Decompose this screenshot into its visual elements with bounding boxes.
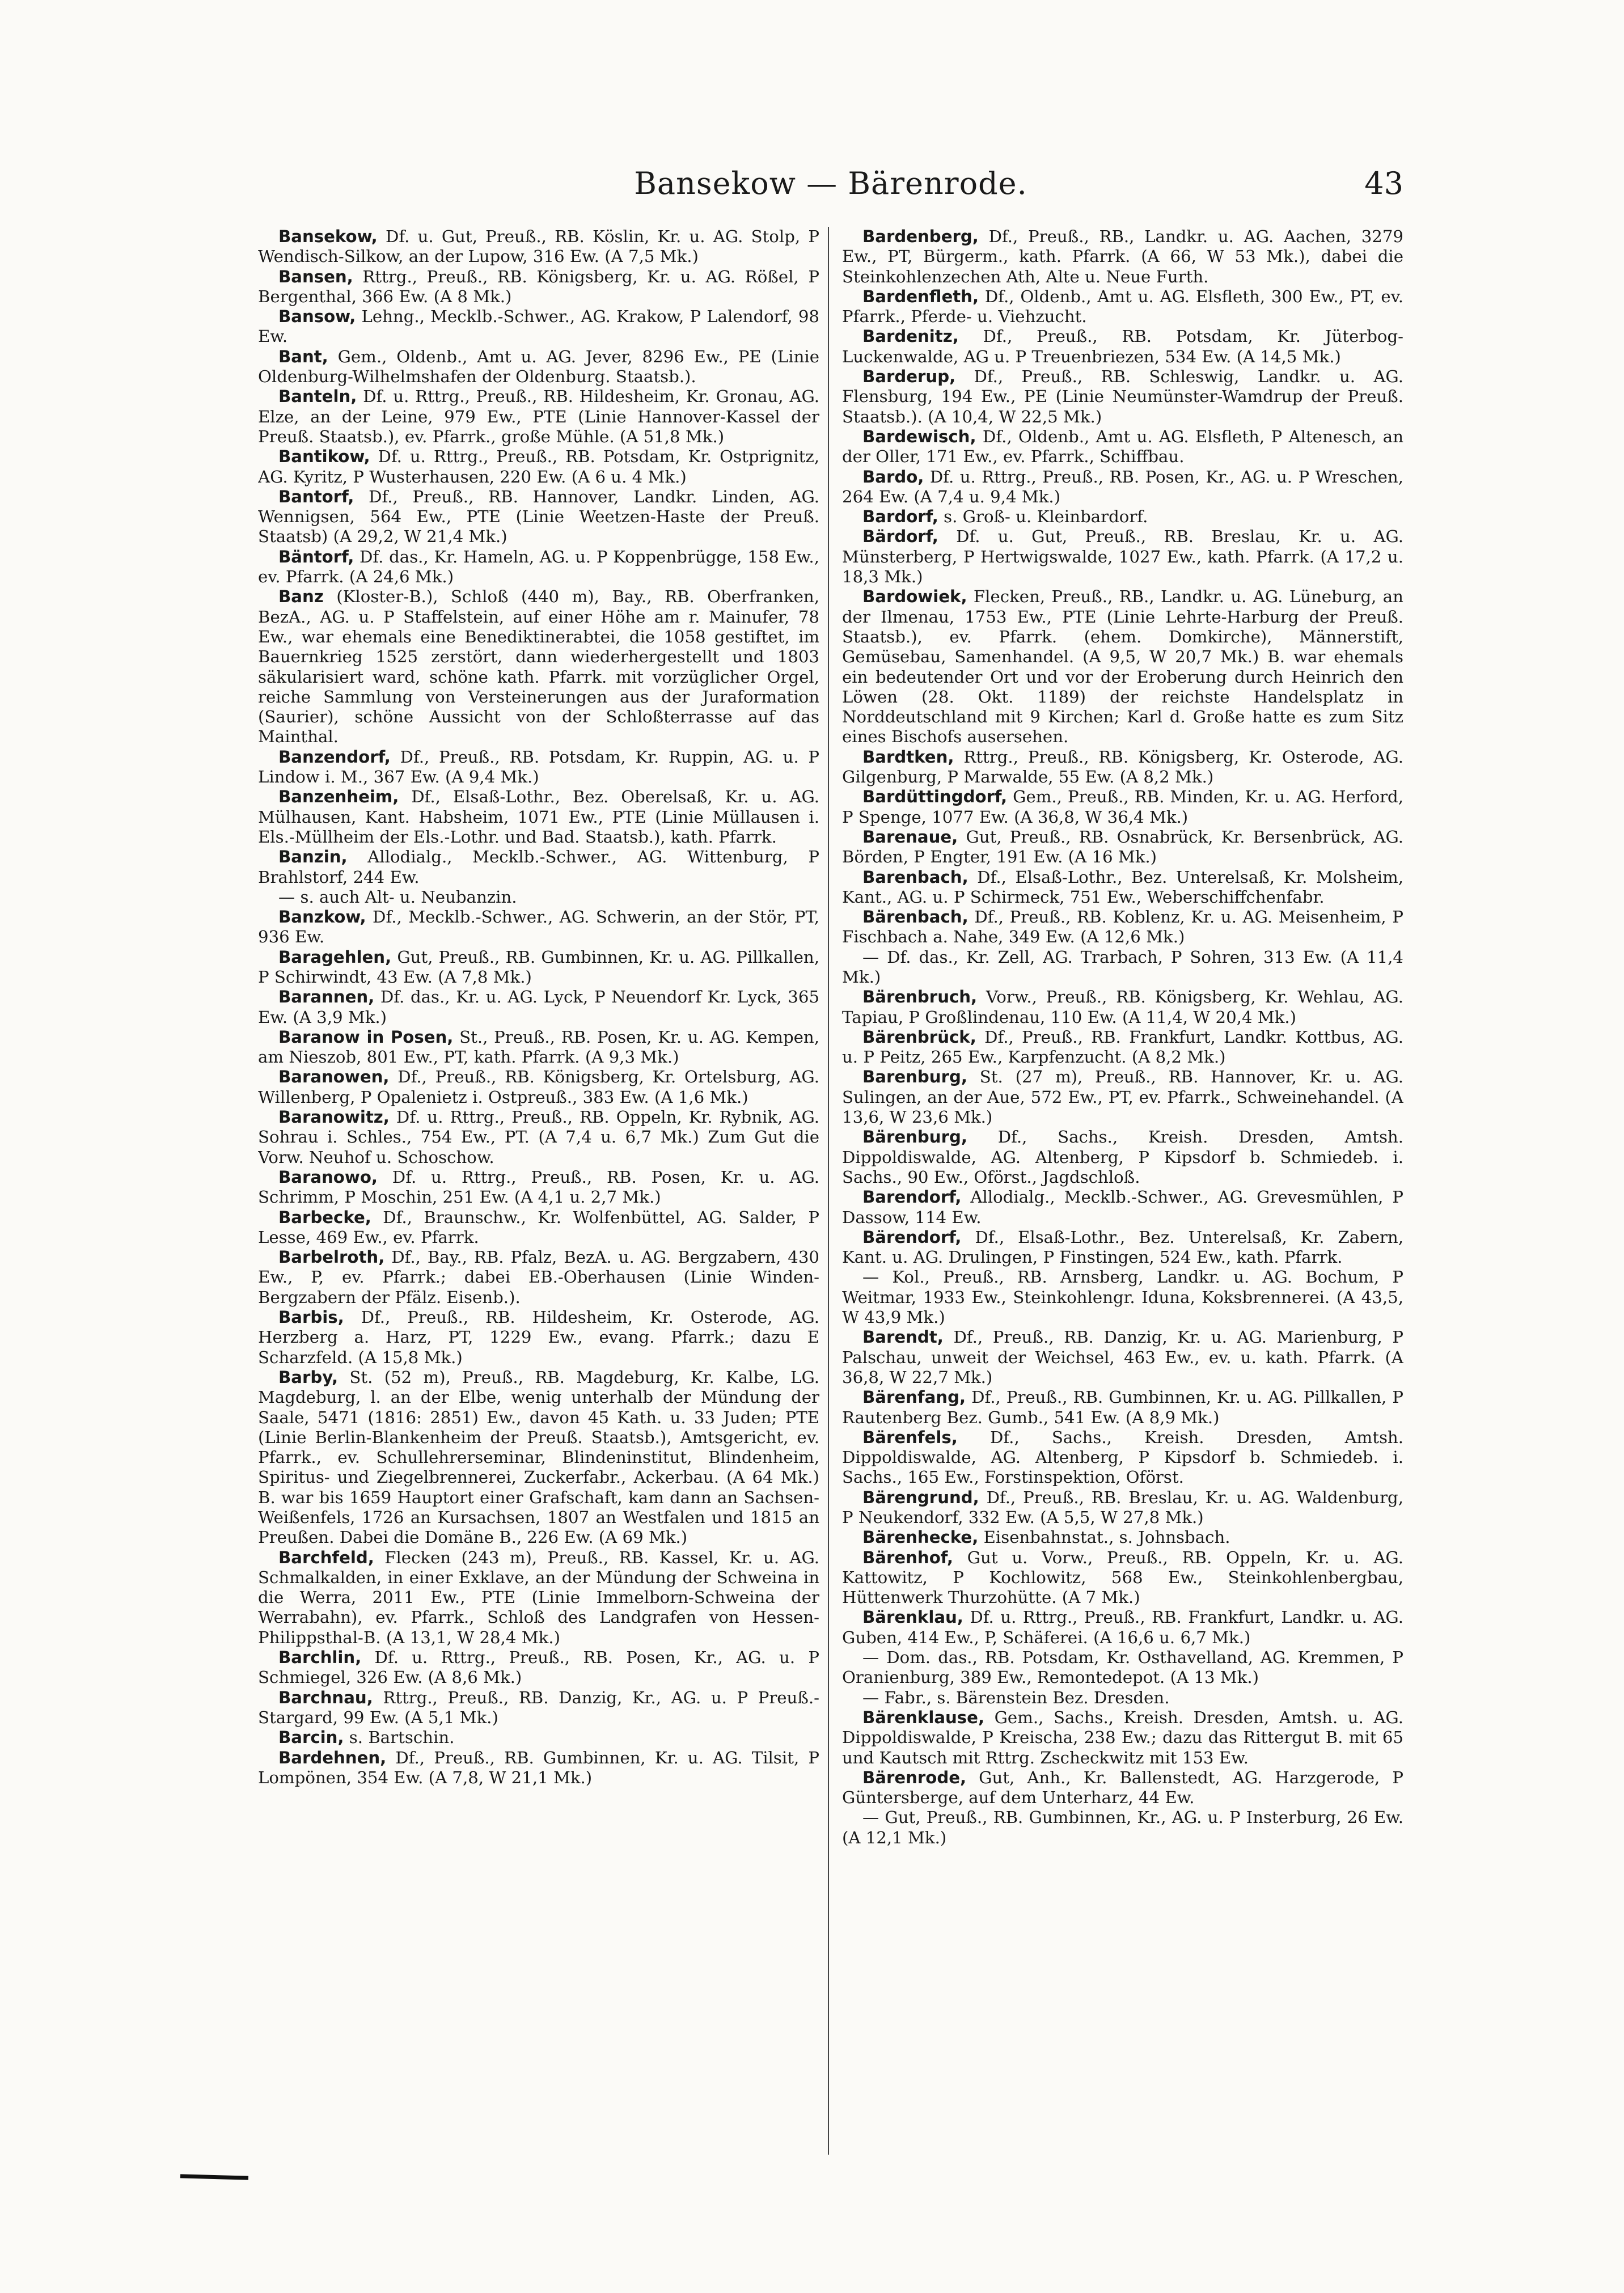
- gazetteer-entry: [842, 987, 1403, 1027]
- entry-text: Df. das., Kr. Hameln, AG. u. P Koppenbrügge, 158 Ew., ev. Pfarrk. (A 24,6 Mk.): [258, 547, 819, 587]
- entry-text: Df. u. Gut, Preuß., RB. Köslin, Kr. u. AG. Stolp, P Wendisch-Silkow, an der Lupow, 316 Ew. (A 7,5 Mk.): [258, 227, 819, 266]
- column-divider: [828, 227, 829, 2155]
- right-column: [842, 227, 1403, 2155]
- entry-text: Df. u. Rttrg., Preuß., RB. Posen, Kr. u. AG. Schrimm, P Moschin, 251 Ew. (A 4,1 u. 2,7 Mk.): [258, 1167, 819, 1207]
- gazetteer-entry: [258, 547, 819, 587]
- gazetteer-entry: [258, 1748, 819, 1788]
- entry-text: — Dom. das., RB. Potsdam, Kr. Osthavelland, AG. Kremmen, P Oranienburg, 389 Ew., Remontedepot. (A 13 Mk.): [842, 1648, 1403, 1687]
- entry-headword: Barendt,: [862, 1327, 944, 1347]
- gazetteer-entry: [842, 227, 1403, 287]
- entry-text: Gem., Sachs., Kreish. Dresden, Amtsh. u. AG. Dippoldiswalde, P Kreischa, 238 Ew.; dazu das Rittergut B. mit 65 und Kautsch mit Rttrg. Zscheckwitz mit 153 Ew.: [842, 1707, 1403, 1767]
- entry-text: Df., Preuß., RB., Landkr. u. AG. Aachen, 3279 Ew., PT, Bürgerm., kath. Pfarrk. (A 66, W 53 Mk.), dabei die Steinkohlenzechen Ath, Alte u. Neue Furth.: [842, 227, 1403, 286]
- gazetteer-entry: [258, 847, 819, 887]
- entry-headword: Bärenbach,: [862, 907, 969, 927]
- entry-headword: Bärenfels,: [862, 1427, 958, 1447]
- entry-headword: Bärenfang,: [862, 1387, 966, 1407]
- gazetteer-entry: [842, 907, 1403, 947]
- gazetteer-entry: [842, 1027, 1403, 1068]
- entry-text: Df., Oldenb., Amt u. AG. Elsfleth, 300 Ew., PT, ev. Pfarrk., Pferde- u. Viehzucht.: [842, 286, 1403, 327]
- entry-text: Df., Elsaß-Lothr., Bez. Unterelsaß, Kr. Molsheim, Kant., AG. u. P Schirmeck, 751 Ew., Weberschiffchenfabr.: [842, 867, 1403, 907]
- entry-text: Df. u. Rttrg., Preuß., RB. Hildesheim, Kr. Gronau, AG. Elze, an der Leine, 979 Ew., PTE (Linie Hannover-Kassel der Preuß. Staatsb.), ev. Pfarrk., große Mühle. (A 51,8 Mk.): [258, 387, 819, 446]
- entry-text: Vorw., Preuß., RB. Königsberg, Kr. Wehlau, AG. Tapiau, P Großlindenau, 110 Ew. (A 11,4, W 20,4 Mk.): [842, 987, 1403, 1027]
- entry-text: Allodialg., Mecklb.-Schwer., AG. Wittenburg, P Brahlstorf, 244 Ew.: [258, 847, 819, 887]
- gazetteer-entry: [258, 1247, 819, 1308]
- entry-headword: Barannen,: [278, 987, 375, 1007]
- gazetteer-entry: [842, 1387, 1403, 1428]
- entry-text: Gut, Preuß., RB. Osnabrück, Kr. Bersenbrück, AG. Börden, P Engter, 191 Ew. (A 16 Mk.): [842, 827, 1403, 867]
- entry-headword: Bardo,: [862, 467, 924, 486]
- entry-headword: Barendorf,: [862, 1187, 962, 1207]
- gazetteer-entry: [258, 887, 819, 907]
- entry-headword: Barderup,: [862, 367, 956, 387]
- gazetteer-entry: [842, 507, 1403, 527]
- entry-headword: Bärenklau,: [862, 1607, 963, 1627]
- gazetteer-entry: [258, 1648, 819, 1688]
- gazetteer-entry: [258, 987, 819, 1027]
- entry-headword: Bardehnen,: [278, 1748, 387, 1767]
- gazetteer-entry: [842, 1327, 1403, 1387]
- entry-headword: Barby,: [278, 1367, 339, 1387]
- gazetteer-entry: [842, 1688, 1403, 1708]
- entry-headword: Bansen,: [278, 266, 353, 286]
- entry-text: Df., Elsaß-Lothr., Bez. Oberelsaß, Kr. u. AG. Mülhausen, Kant. Habsheim, 1071 Ew., PTE (Linie Müllausen i. Els.-Müllheim der Els.-Lothr. und Bad. Staatsb.), kath. Pfarrk.: [258, 787, 819, 847]
- gazetteer-entry: [258, 227, 819, 267]
- entry-headword: Bant,: [278, 346, 328, 366]
- entry-headword: Bantorf,: [278, 486, 354, 506]
- gazetteer-entry: [258, 947, 819, 988]
- entry-headword: Banteln,: [278, 387, 357, 407]
- left-column: [258, 227, 819, 2155]
- entry-text: St. (52 m), Preuß., RB. Magdeburg, Kr. Kalbe, LG. Magdeburg, l. an der Elbe, wenig unterhalb der Mündung der Saale, 5471 (1816: 2851) Ew., davon 45 Kath. u. 33 Juden; PTE (Linie Berlin-Blankenheim der Preuß. Staatsb.), Amtsgericht, ev. Pfarrk., ev. Schullehrerseminar, Blindeninstitut, Blindenheim, Spiritus- und Ziegelbrennerei, Zuckerfabr., Ackerbau. (A 64 Mk.) B. war bis 1659 Hauptort einer Grafschaft, kam dann an Sachsen-Weißenfels, 1726 an Kursachsen, 1807 an Westfalen und 1815 an Preußen. Dabei die Domäne B., 226 Ew. (A 69 Mk.): [258, 1367, 819, 1547]
- entry-text: Df., Mecklb.-Schwer., AG. Schwerin, an der Stör, PT, 936 Ew.: [258, 907, 819, 947]
- gazetteer-entry: [842, 1267, 1403, 1327]
- gazetteer-entry: [258, 1167, 819, 1208]
- entry-headword: Banzin,: [278, 847, 348, 867]
- gazetteer-entry: [258, 747, 819, 788]
- gazetteer-entry: [842, 1428, 1403, 1488]
- entry-headword: Bardenitz,: [862, 327, 959, 346]
- gazetteer-entry: [258, 1368, 819, 1548]
- entry-headword: Bansekow,: [278, 227, 378, 246]
- gazetteer-entry: [842, 327, 1403, 367]
- gazetteer-entry: [842, 947, 1403, 988]
- gazetteer-entry: [258, 347, 819, 387]
- gazetteer-entry: [258, 307, 819, 347]
- gazetteer-entry: [842, 1548, 1403, 1608]
- entry-headword: Baranow in Posen,: [278, 1027, 454, 1047]
- entry-text: Df., Preuß., RB. Königsberg, Kr. Ortelsburg, AG. Willenberg, P Opalenietz i. Ostpreuß., 383 Ew. (A 1,6 Mk.): [258, 1067, 819, 1107]
- gazetteer-entry: [258, 487, 819, 547]
- gazetteer-entry: [258, 1728, 819, 1748]
- gazetteer-entry: [842, 427, 1403, 467]
- gazetteer-entry: [258, 1688, 819, 1728]
- entry-text: s. Groß- u. Kleinbardorf.: [938, 507, 1148, 527]
- gazetteer-entry: [842, 1228, 1403, 1268]
- entry-text: Gem., Oldenb., Amt u. AG. Jever, 8296 Ew., PE (Linie Oldenburg-Wilhelmshafen der Oldenburg. Staatsb.).: [258, 346, 819, 387]
- entry-text: St., Preuß., RB. Posen, Kr. u. AG. Kempen, am Nieszob, 801 Ew., PT, kath. Pfarrk. (A 9,3 Mk.): [258, 1027, 819, 1067]
- entry-headword: Bärenbrück,: [862, 1027, 976, 1047]
- entry-text: Eisenbahnstat., s. Johnsbach.: [978, 1528, 1230, 1547]
- gazetteer-entry: [258, 387, 819, 447]
- entry-headword: Barcin,: [278, 1728, 344, 1748]
- gazetteer-entry: [842, 1648, 1403, 1688]
- entry-text: — s. auch Alt- u. Neubanzin.: [278, 887, 517, 907]
- entry-text: Df., Bay., RB. Pfalz, BezA. u. AG. Bergzabern, 430 Ew., P, ev. Pfarrk.; dabei EB.-Oberhausen (Linie Winden-Bergzabern der Pfälz. Eisenb.).: [258, 1247, 819, 1307]
- gazetteer-entry: [258, 1107, 819, 1167]
- entry-headword: Bärdorf,: [862, 527, 938, 547]
- entry-text: Df., Braunschw., Kr. Wolfenbüttel, AG. Salder, P Lesse, 469 Ew., ev. Pfarrk.: [258, 1207, 819, 1247]
- entry-headword: Bardewisch,: [862, 426, 976, 446]
- entry-text: St. (27 m), Preuß., RB. Hannover, Kr. u. AG. Sulingen, an der Aue, 572 Ew., PT, ev. Pfarrk., Schweinehandel. (A 13,6, W 23,6 Mk.): [842, 1067, 1403, 1127]
- entry-text: Df., Sachs., Kreish. Dresden, Amtsh. Dippoldiswalde, AG. Altenberg, P Kipsdorf b. Schmiedeb. i. Sachs., 165 Ew., Forstinspektion, Oförst.: [842, 1427, 1403, 1487]
- gazetteer-entry: [258, 1027, 819, 1068]
- entry-text: Df., Preuß., RB. Gumbinnen, Kr. u. AG. Tilsit, P Lompönen, 354 Ew. (A 7,8, W 21,1 Mk.): [258, 1748, 819, 1787]
- entry-text: Df., Preuß., RB. Schleswig, Landkr. u. AG. Flensburg, 194 Ew., PE (Linie Neumünster-Wamdrup der Preuß. Staatsb.). (A 10,4, W 22,5 Mk.): [842, 367, 1403, 426]
- entry-headword: Barbis,: [278, 1308, 344, 1327]
- entry-text: Df., Preuß., RB. Potsdam, Kr. Jüterbog-Luckenwalde, AG u. P Treuenbriezen, 534 Ew. (A 14,5 Mk.): [842, 327, 1403, 366]
- gazetteer-entry: [842, 1708, 1403, 1768]
- entry-headword: Banzendorf,: [278, 747, 391, 767]
- gazetteer-entry: [842, 868, 1403, 908]
- margin-mark: [180, 2174, 248, 2180]
- entry-text: Df. u. Rttrg., Preuß., RB. Posen, Kr., AG. u. P Schmiegel, 326 Ew. (A 8,6 Mk.): [258, 1648, 819, 1687]
- entry-headword: Barchnau,: [278, 1687, 373, 1707]
- entry-headword: Barbelroth,: [278, 1247, 385, 1267]
- entry-text: Df., Preuß., RB. Potsdam, Kr. Ruppin, AG. u. P Lindow i. M., 367 Ew. (A 9,4 Mk.): [258, 747, 819, 787]
- entry-text: — Df. das., Kr. Zell, AG. Trarbach, P Sohren, 313 Ew. (A 11,4 Mk.): [842, 947, 1403, 987]
- entry-text: Df. u. Rttrg., Preuß., RB. Oppeln, Kr. Rybnik, AG. Sohrau i. Schles., 754 Ew., PT. (A 7,4 u. 6,7 Mk.) Zum Gut die Vorw. Neuhof u. Schoschow.: [258, 1107, 819, 1167]
- entry-text: Rttrg., Preuß., RB. Danzig, Kr., AG. u. P Preuß.-Stargard, 99 Ew. (A 5,1 Mk.): [258, 1687, 819, 1727]
- entry-headword: Bantikow,: [278, 447, 370, 467]
- entry-headword: Barchfeld,: [278, 1547, 374, 1567]
- gazetteer-entry: [842, 1528, 1403, 1547]
- entry-headword: Barenburg,: [862, 1067, 967, 1087]
- gazetteer-entry: [258, 447, 819, 487]
- entry-text: — Fabr., s. Bärenstein Bez. Dresden.: [862, 1687, 1170, 1707]
- entry-headword: Bardorf,: [862, 507, 938, 527]
- gazetteer-entry: [258, 1067, 819, 1107]
- entry-headword: Barenaue,: [862, 827, 958, 847]
- entry-text: — Kol., Preuß., RB. Arnsberg, Landkr. u. AG. Bochum, P Weitmar, 1933 Ew., Steinkohlengr. Iduna, Koksbrennerei. (A 43,5, W 43,9 Mk.): [842, 1267, 1403, 1327]
- gazetteer-entry: [842, 587, 1403, 747]
- entry-text: Gut, Anh., Kr. Ballenstedt, AG. Harzgerode, P Güntersberge, auf dem Unterharz, 44 Ew.: [842, 1767, 1403, 1808]
- entry-text: Df. u. Rttrg., Preuß., RB. Potsdam, Kr. Ostprignitz, AG. Kyritz, P Wusterhausen, 220 Ew. (A 6 u. 4 Mk.): [258, 447, 819, 486]
- entry-headword: Bansow,: [278, 307, 356, 327]
- entry-headword: Bardenberg,: [862, 227, 979, 246]
- entry-text: Rttrg., Preuß., RB. Königsberg, Kr. u. AG. Rößel, P Bergenthal, 366 Ew. (A 8 Mk.): [258, 266, 819, 306]
- entry-text: Gem., Preuß., RB. Minden, Kr. u. AG. Herford, P Spenge, 1077 Ew. (A 36,8, W 36,4 Mk.): [842, 787, 1403, 827]
- gazetteer-entry: [842, 1187, 1403, 1228]
- entry-text: Df., Preuß., RB. Danzig, Kr. u. AG. Marienburg, P Palschau, unweit der Weichsel, 463 Ew., ev. u. kath. Pfarrk. (A 36,8, W 22,7 Mk.): [842, 1327, 1403, 1387]
- gazetteer-entry: [842, 747, 1403, 788]
- gazetteer-entry: [258, 1308, 819, 1368]
- entry-text: Df. u. Rttrg., Preuß., RB. Frankfurt, Landkr. u. AG. Guben, 414 Ew., P, Schäferei. (A 16,6 u. 6,7 Mk.): [842, 1607, 1403, 1647]
- entry-headword: Bäntorf,: [278, 547, 354, 566]
- entry-text: Allodialg., Mecklb.-Schwer., AG. Grevesmühlen, P Dassow, 114 Ew.: [842, 1187, 1403, 1227]
- page-number: 43: [1364, 166, 1403, 201]
- entry-text: Df. u. Rttrg., Preuß., RB. Posen, Kr., AG. u. P Wreschen, 264 Ew. (A 7,4 u. 9,4 Mk.): [842, 467, 1403, 506]
- entry-text: Gut, Preuß., RB. Gumbinnen, Kr. u. AG. Pillkallen, P Schirwindt, 43 Ew. (A 7,8 Mk.): [258, 947, 819, 987]
- gazetteer-entry: [842, 467, 1403, 507]
- entry-text: Df., Elsaß-Lothr., Bez. Unterelsaß, Kr. Zabern, Kant. u. AG. Drulingen, P Finstingen, 524 Ew., kath. Pfarrk.: [842, 1227, 1403, 1267]
- entry-headword: Bärenburg,: [862, 1127, 967, 1147]
- entry-headword: Bärengrund,: [862, 1487, 979, 1507]
- gazetteer-columns: [258, 227, 1403, 2155]
- entry-headword: Bärenklause,: [862, 1707, 985, 1727]
- entry-text: Rttrg., Preuß., RB. Königsberg, Kr. Osterode, AG. Gilgenburg, P Marwalde, 55 Ew. (A 8,2 Mk.): [842, 747, 1403, 787]
- entry-text: Df., Sachs., Kreish. Dresden, Amtsh. Dippoldiswalde, AG. Altenberg, P Kipsdorf b. Schmiedeb. i. Sachs., 90 Ew., Oförst., Jagdschloß.: [842, 1127, 1403, 1187]
- gazetteer-entry: [842, 1808, 1403, 1848]
- entry-headword: Bärenhecke,: [862, 1528, 979, 1547]
- entry-headword: Bardüttingdorf,: [862, 787, 1008, 807]
- entry-text: (Kloster-B.), Schloß (440 m), Bay., RB. Oberfranken, BezA., AG. u. P Staffelstein, auf einer Höhe am r. Mainufer, 78 Ew., war ehemals eine Benediktinerabtei, die 1058 gestiftet, im Bauernkrieg 1525 zerstört, dann wiederhergestellt und 1803 säkularisiert ward, schöne kath. Pfarrk. mit vorzüglicher Orgel, reiche Sammlung von Versteinerungen aus der Juraformation (Saurier), schöne Aussicht von der Schloßterrasse auf das Mainthal.: [258, 587, 819, 747]
- entry-text: Df. u. Gut, Preuß., RB. Breslau, Kr. u. AG. Münsterberg, P Hertwigswalde, 1027 Ew., kath. Pfarrk. (A 17,2 u. 18,3 Mk.): [842, 527, 1403, 587]
- entry-text: Df., Preuß., RB. Hildesheim, Kr. Osterode, AG. Herzberg a. Harz, PT, 1229 Ew., evang. Pfarrk.; dazu E Scharzfeld. (A 15,8 Mk.): [258, 1308, 819, 1367]
- gazetteer-entry: [258, 267, 819, 307]
- entry-text: Df., Preuß., RB. Koblenz, Kr. u. AG. Meisenheim, P Fischbach a. Nahe, 349 Ew. (A 12,6 Mk.): [842, 907, 1403, 947]
- gazetteer-entry: [842, 1488, 1403, 1528]
- entry-text: s. Bartschin.: [344, 1728, 455, 1748]
- entry-text: Df., Preuß., RB. Gumbinnen, Kr. u. AG. Pillkallen, P Rautenberg Bez. Gumb., 541 Ew. (A 8,9 Mk.): [842, 1387, 1403, 1427]
- entry-headword: Barchlin,: [278, 1648, 362, 1668]
- entry-headword: Bärenbruch,: [862, 987, 978, 1007]
- entry-headword: Barbecke,: [278, 1207, 371, 1227]
- entry-text: Lehng., Mecklb.-Schwer., AG. Krakow, P Lalendorf, 98 Ew.: [258, 307, 819, 346]
- entry-text: Gut u. Vorw., Preuß., RB. Oppeln, Kr. u. AG. Kattowitz, P Kochlowitz, 568 Ew., Steinkohlenbergbau, Hüttenwerk Thurzohütte. (A 7 Mk.): [842, 1547, 1403, 1607]
- entry-text: Df., Preuß., RB. Hannover, Landkr. Linden, AG. Wennigsen, 564 Ew., PTE (Linie Weetzen-Haste der Preuß. Staatsb) (A 29,2, W 21,4 Mk.): [258, 486, 819, 547]
- gazetteer-entry: [842, 1607, 1403, 1648]
- entry-headword: Banzenheim,: [278, 787, 399, 807]
- gazetteer-entry: [842, 787, 1403, 827]
- gazetteer-entry: [258, 907, 819, 947]
- entry-headword: Banzkow,: [278, 907, 366, 927]
- entry-text: Df., Oldenb., Amt u. AG. Elsfleth, P Altenesch, an der Oller, 171 Ew., ev. Pfarrk., Schiffbau.: [842, 426, 1403, 467]
- entry-headword: Bärenhof,: [862, 1547, 953, 1567]
- entry-headword: Bärendorf,: [862, 1227, 962, 1247]
- entry-headword: Baranowitz,: [278, 1107, 390, 1127]
- running-title: Bansekow — Bärenrode.: [634, 166, 1027, 201]
- entry-headword: Barenbach,: [862, 867, 969, 887]
- entry-headword: Baragehlen,: [278, 947, 392, 967]
- page-header: [258, 166, 1403, 211]
- entry-headword: Banz: [278, 587, 324, 607]
- entry-text: Flecken (243 m), Preuß., RB. Kassel, Kr. u. AG. Schmalkalden, in einer Exklave, an der Mündung der Schweina in die Werra, 2011 Ew., PTE (Linie Immelborn-Schweina der Werrabahn), ev. Pfarrk., Schloß des Landgrafen von Hessen-Philippsthal-B. (A 13,1, W 28,4 Mk.): [258, 1547, 819, 1647]
- entry-text: Flecken, Preuß., RB., Landkr. u. AG. Lüneburg, an der Ilmenau, 1753 Ew., PTE (Linie Lehrte-Harburg der Preuß. Staatsb.), ev. Pfarrk. (ehem. Domkirche), Männerstift, Gemüsebau, Samenhandel. (A 9,5, W 20,7 Mk.) B. war ehemals ein bedeutender Ort und vor der Eroberung durch Heinrich den Löwen (28. Okt. 1189) der reichste Handelsplatz in Norddeutschland mit 9 Kirchen; Karl d. Große hatte es zum Sitz eines Bischofs ausersehen.: [842, 587, 1403, 747]
- gazetteer-entry: [842, 527, 1403, 587]
- entry-headword: Bardtken,: [862, 747, 954, 767]
- entry-text: Df. das., Kr. u. AG. Lyck, P Neuendorf Kr. Lyck, 365 Ew. (A 3,9 Mk.): [258, 987, 819, 1027]
- entry-text: Df., Preuß., RB. Breslau, Kr. u. AG. Waldenburg, P Neukendorf, 332 Ew. (A 5,5, W 27,8 Mk.): [842, 1487, 1403, 1527]
- gazetteer-entry: [842, 1067, 1403, 1127]
- entry-headword: Bardowiek,: [862, 587, 967, 607]
- gazetteer-entry: [842, 1768, 1403, 1808]
- gazetteer-entry: [842, 1127, 1403, 1187]
- entry-text: Df., Preuß., RB. Frankfurt, Landkr. Kottbus, AG. u. P Peitz, 265 Ew., Karpfenzucht. (A 8,2 Mk.): [842, 1027, 1403, 1067]
- entry-headword: Bärenrode,: [862, 1767, 967, 1787]
- entry-headword: Baranowen,: [278, 1067, 390, 1087]
- gazetteer-entry: [258, 587, 819, 747]
- entry-headword: Bardenfleth,: [862, 286, 979, 306]
- entry-headword: Baranowo,: [278, 1167, 378, 1187]
- gazetteer-entry: [258, 787, 819, 847]
- gazetteer-entry: [258, 1208, 819, 1248]
- gazetteer-entry: [842, 367, 1403, 427]
- gazetteer-entry: [842, 287, 1403, 327]
- gazetteer-entry: [258, 1548, 819, 1648]
- gazetteer-entry: [842, 827, 1403, 868]
- entry-text: — Gut, Preuß., RB. Gumbinnen, Kr., AG. u. P Insterburg, 26 Ew. (A 12,1 Mk.): [842, 1808, 1403, 1847]
